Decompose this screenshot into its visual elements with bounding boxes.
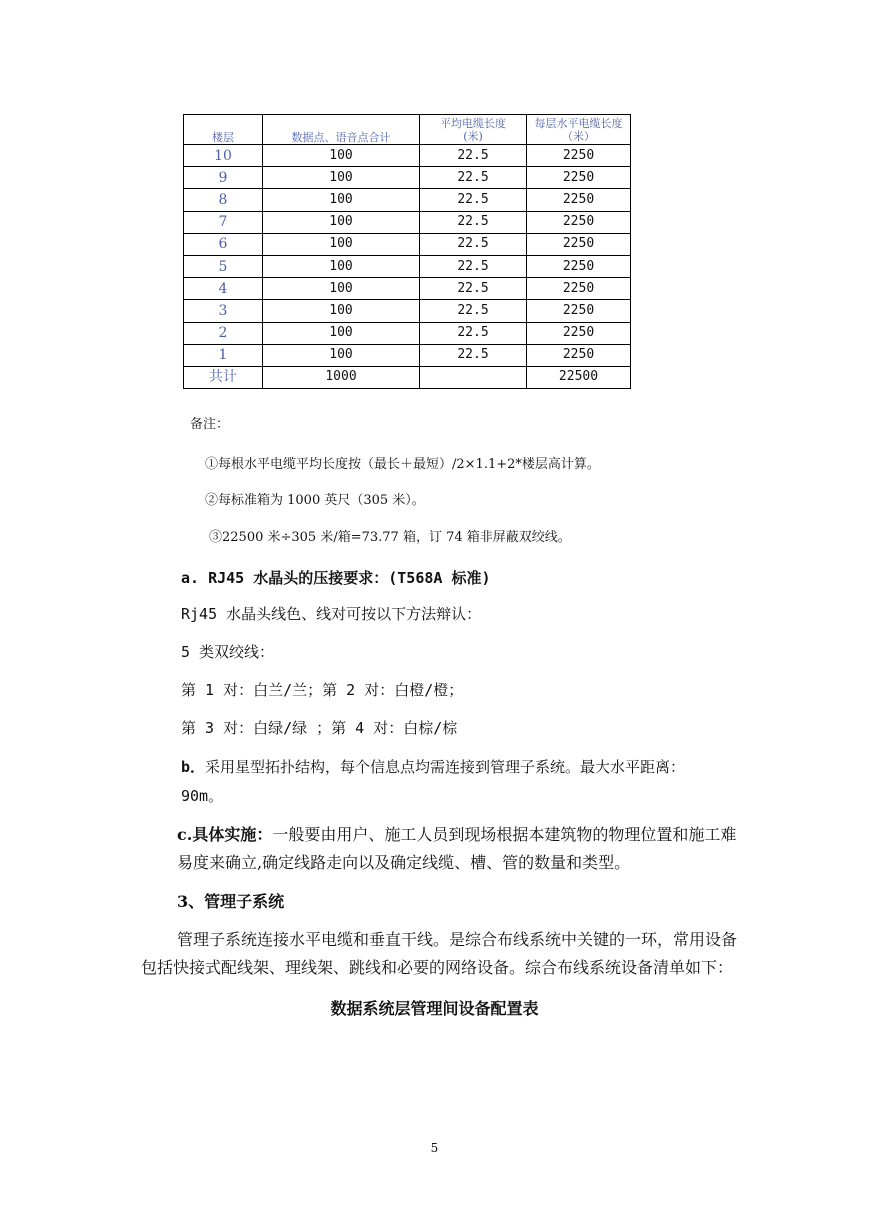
cable-length-table [183, 114, 631, 389]
total-cable-length: 22500 [527, 366, 631, 388]
header-floor-line2: （米） [562, 129, 595, 143]
cell-floor: 5 [184, 255, 263, 277]
table-row [184, 300, 631, 322]
header-floor-cable-length [527, 115, 631, 145]
section-b-lead: b． [181, 758, 206, 776]
cell-points: 100 [263, 167, 420, 189]
section-c-line2: 易度来确立,确定线路走向以及确定线缆、槽、管的数量和类型。 [177, 853, 631, 872]
note-item-2: ②每标准箱为 1000 英尺（305 米）。 [205, 493, 425, 508]
notes-label: 备注： [190, 417, 230, 432]
section-c-text1: 一般要由用户、施工人员到现场根据本建筑物的物理位置和施工难 [272, 825, 737, 844]
cell-points: 100 [263, 322, 420, 344]
equipment-table-title: 数据系统层管理间设备配置表 [330, 999, 539, 1018]
table-row [184, 167, 631, 189]
section-3-heading: 3、管理子系统 [177, 892, 285, 911]
cell-points: 100 [263, 344, 420, 366]
cell-floor-length: 2250 [527, 145, 631, 167]
table-row [184, 278, 631, 300]
cell-floor-length: 2250 [527, 255, 631, 277]
cell-avg-length: 22.5 [420, 255, 527, 277]
section-a-title: a. RJ45 水晶头的压接要求：(T568A 标准) [181, 569, 491, 587]
cell-avg-length: 22.5 [420, 300, 527, 322]
table-row [184, 211, 631, 233]
cell-floor: 6 [184, 233, 263, 255]
cell-points: 100 [263, 278, 420, 300]
table-row [184, 189, 631, 211]
table-row [184, 255, 631, 277]
cell-points: 100 [263, 255, 420, 277]
cell-floor-length: 2250 [527, 278, 631, 300]
cell-floor: 10 [184, 145, 263, 167]
cell-avg-length: 22.5 [420, 211, 527, 233]
section-c-paragraph [177, 821, 797, 877]
section-b-text: 采用星型拓扑结构，每个信息点均需连接到管理子系统。最大水平距离： [205, 758, 686, 776]
total-label: 共计 [184, 366, 263, 388]
table-row [184, 322, 631, 344]
table-total-row [184, 366, 631, 388]
table-header-row [184, 115, 631, 145]
section-c-lead: c.具体实施： [177, 825, 273, 844]
table-row [184, 344, 631, 366]
section-b-line2: 90m。 [181, 787, 224, 805]
header-avg-line2: (米) [463, 129, 483, 143]
section-3-line2: 包括快接式配线架、理线架、跳线和必要的网络设备。综合布线系统设备清单如下： [141, 958, 734, 977]
cell-avg-length: 22.5 [420, 145, 527, 167]
cell-floor: 3 [184, 300, 263, 322]
section-b-line1 [181, 757, 685, 777]
total-avg [420, 366, 527, 388]
cell-floor-length: 2250 [527, 167, 631, 189]
section-c-line1 [177, 821, 797, 849]
header-floor: 楼层 [184, 115, 263, 145]
section-a-line2: 5 类双绞线： [181, 643, 275, 661]
note-item-1: ①每根水平电缆平均长度按（最长＋最短）/2×1.1+2*楼层高计算。 [205, 457, 600, 472]
section-3-line1: 管理子系统连接水平电缆和垂直干线。是综合布线系统中关键的一环，常用设备 [177, 930, 738, 949]
cell-floor: 8 [184, 189, 263, 211]
note-item-3: ③22500 米÷305 米/箱=73.77 箱，订 74 箱非屏蔽双绞线。 [209, 530, 571, 545]
section-a-line1: Rj45 水晶头线色、线对可按以下方法辩认： [181, 605, 482, 623]
section-a-line3: 第 1 对：白兰/兰；第 2 对：白橙/橙； [181, 681, 464, 699]
cell-floor: 1 [184, 344, 263, 366]
cell-floor-length: 2250 [527, 344, 631, 366]
cell-avg-length: 22.5 [420, 233, 527, 255]
cell-avg-length: 22.5 [420, 167, 527, 189]
cell-floor: 9 [184, 167, 263, 189]
cell-floor: 2 [184, 322, 263, 344]
table-row [184, 233, 631, 255]
total-points: 1000 [263, 366, 420, 388]
cell-points: 100 [263, 233, 420, 255]
cell-avg-length: 22.5 [420, 278, 527, 300]
header-avg-cable-length [420, 115, 527, 145]
cell-avg-length: 22.5 [420, 189, 527, 211]
cell-points: 100 [263, 300, 420, 322]
cell-avg-length: 22.5 [420, 322, 527, 344]
cell-floor-length: 2250 [527, 189, 631, 211]
page-number: 5 [430, 1141, 439, 1155]
cell-floor-length: 2250 [527, 233, 631, 255]
cell-points: 100 [263, 145, 420, 167]
cell-floor-length: 2250 [527, 300, 631, 322]
section-a-line4: 第 3 对：白绿/绿 ；第 4 对：白棕/棕 [181, 719, 458, 737]
section-3-paragraph [141, 926, 801, 982]
cell-points: 100 [263, 189, 420, 211]
cell-avg-length: 22.5 [420, 344, 527, 366]
header-avg-line1: 平均电缆长度 [440, 116, 506, 130]
cell-floor: 4 [184, 278, 263, 300]
cell-floor-length: 2250 [527, 211, 631, 233]
cell-floor-length: 2250 [527, 322, 631, 344]
header-floor-line1: 每层水平电缆长度 [534, 116, 623, 130]
cell-floor: 7 [184, 211, 263, 233]
header-points-total: 数据点、语音点合计 [263, 115, 420, 145]
cell-points: 100 [263, 211, 420, 233]
table-row [184, 145, 631, 167]
